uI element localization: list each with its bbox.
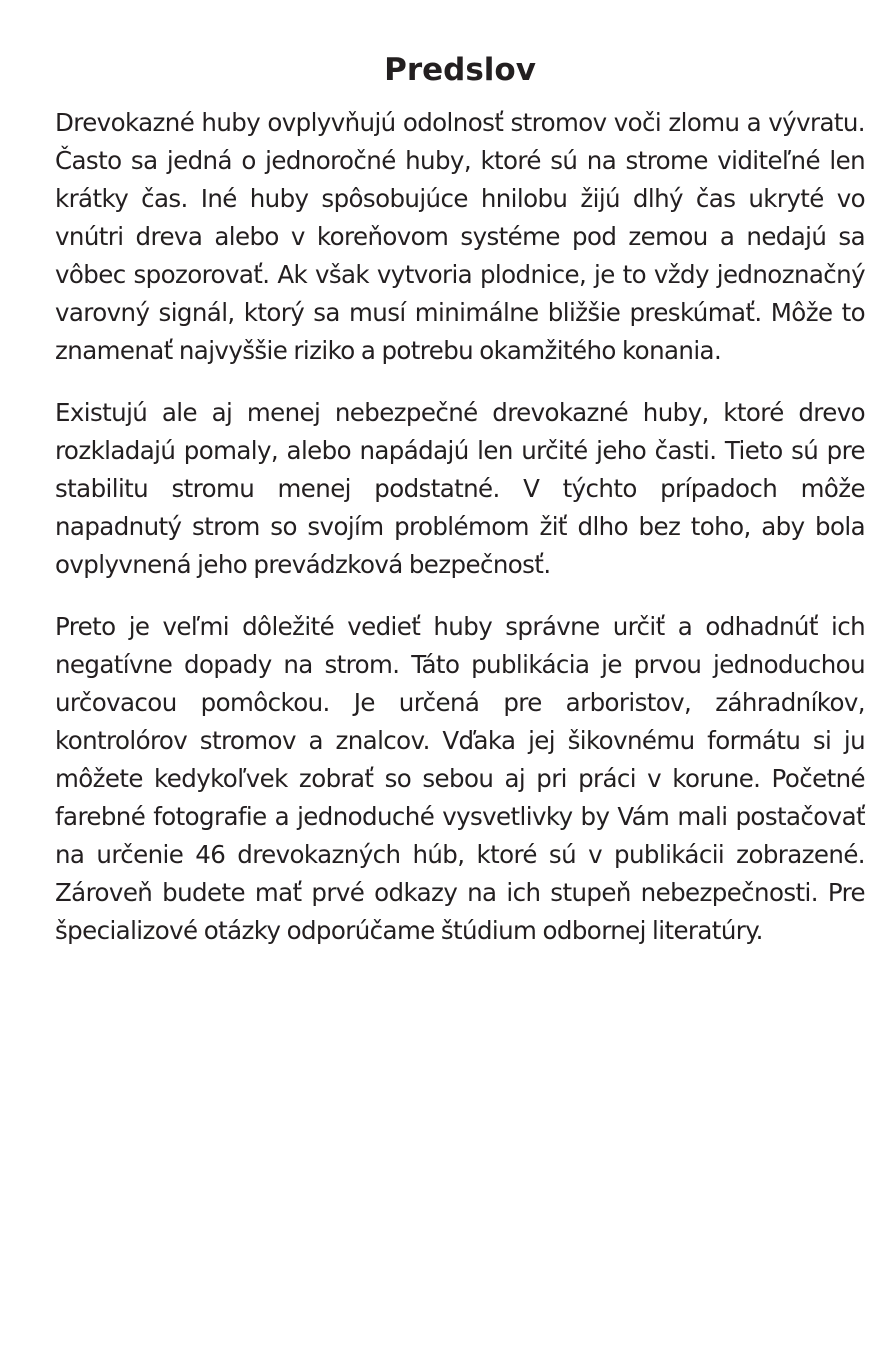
- document-page: [55, 50, 865, 974]
- paragraph-2: Existujú ale aj menej nebezpečné drevokazné huby, ktoré drevo rozkladajú pomaly, alebo napádajú len určité jeho časti. Tieto sú pre stabilitu stromu menej podstatné. V týchto prípadoch môže napadnutý strom so svojím problémom žiť dlho bez toho, aby bola ovplyvnená jeho prevádzková bezpečnosť.: [55, 398, 865, 579]
- page-title: Predslov: [384, 52, 536, 88]
- paragraph-1: Drevokazné huby ovplyvňujú odolnosť stromov voči zlomu a vývratu. Často sa jedná o jednoročné huby, ktoré sú na strome viditeľné len krátky čas. Iné huby spôsobujúce hnilobu žijú dlhý čas ukryté vo vnútri dreva alebo v koreňovom systéme pod zemou a nedajú sa vôbec spozorovať. Ak však vytvoria plodnice, je to vždy jednoznačný varovný signál, ktorý sa musí minimálne bližšie preskúmať. Môže to znamenať najvyššie riziko a potrebu okamžitého konania.: [55, 108, 865, 365]
- paragraph-3: Preto je veľmi dôležité vedieť huby správne určiť a odhadnúť ich negatívne dopady na strom. Táto publikácia je prvou jednoduchou určovacou pomôckou. Je určená pre arboristov, záhradníkov, kontrolórov stromov a znalcov. Vďaka jej šikovnému formátu si ju môžete kedykoľvek zobrať so sebou aj pri práci v korune. Početné farebné fotografie a jednoduché vysvetlivky by Vám mali postačovať na určenie 46 drevokazných húb, ktoré sú v publikácii zobrazené. Zároveň budete mať prvé odkazy na ich stupeň nebezpečnosti. Pre špecializové otázky odporúčame štúdium odbornej literatúry.: [55, 612, 865, 945]
